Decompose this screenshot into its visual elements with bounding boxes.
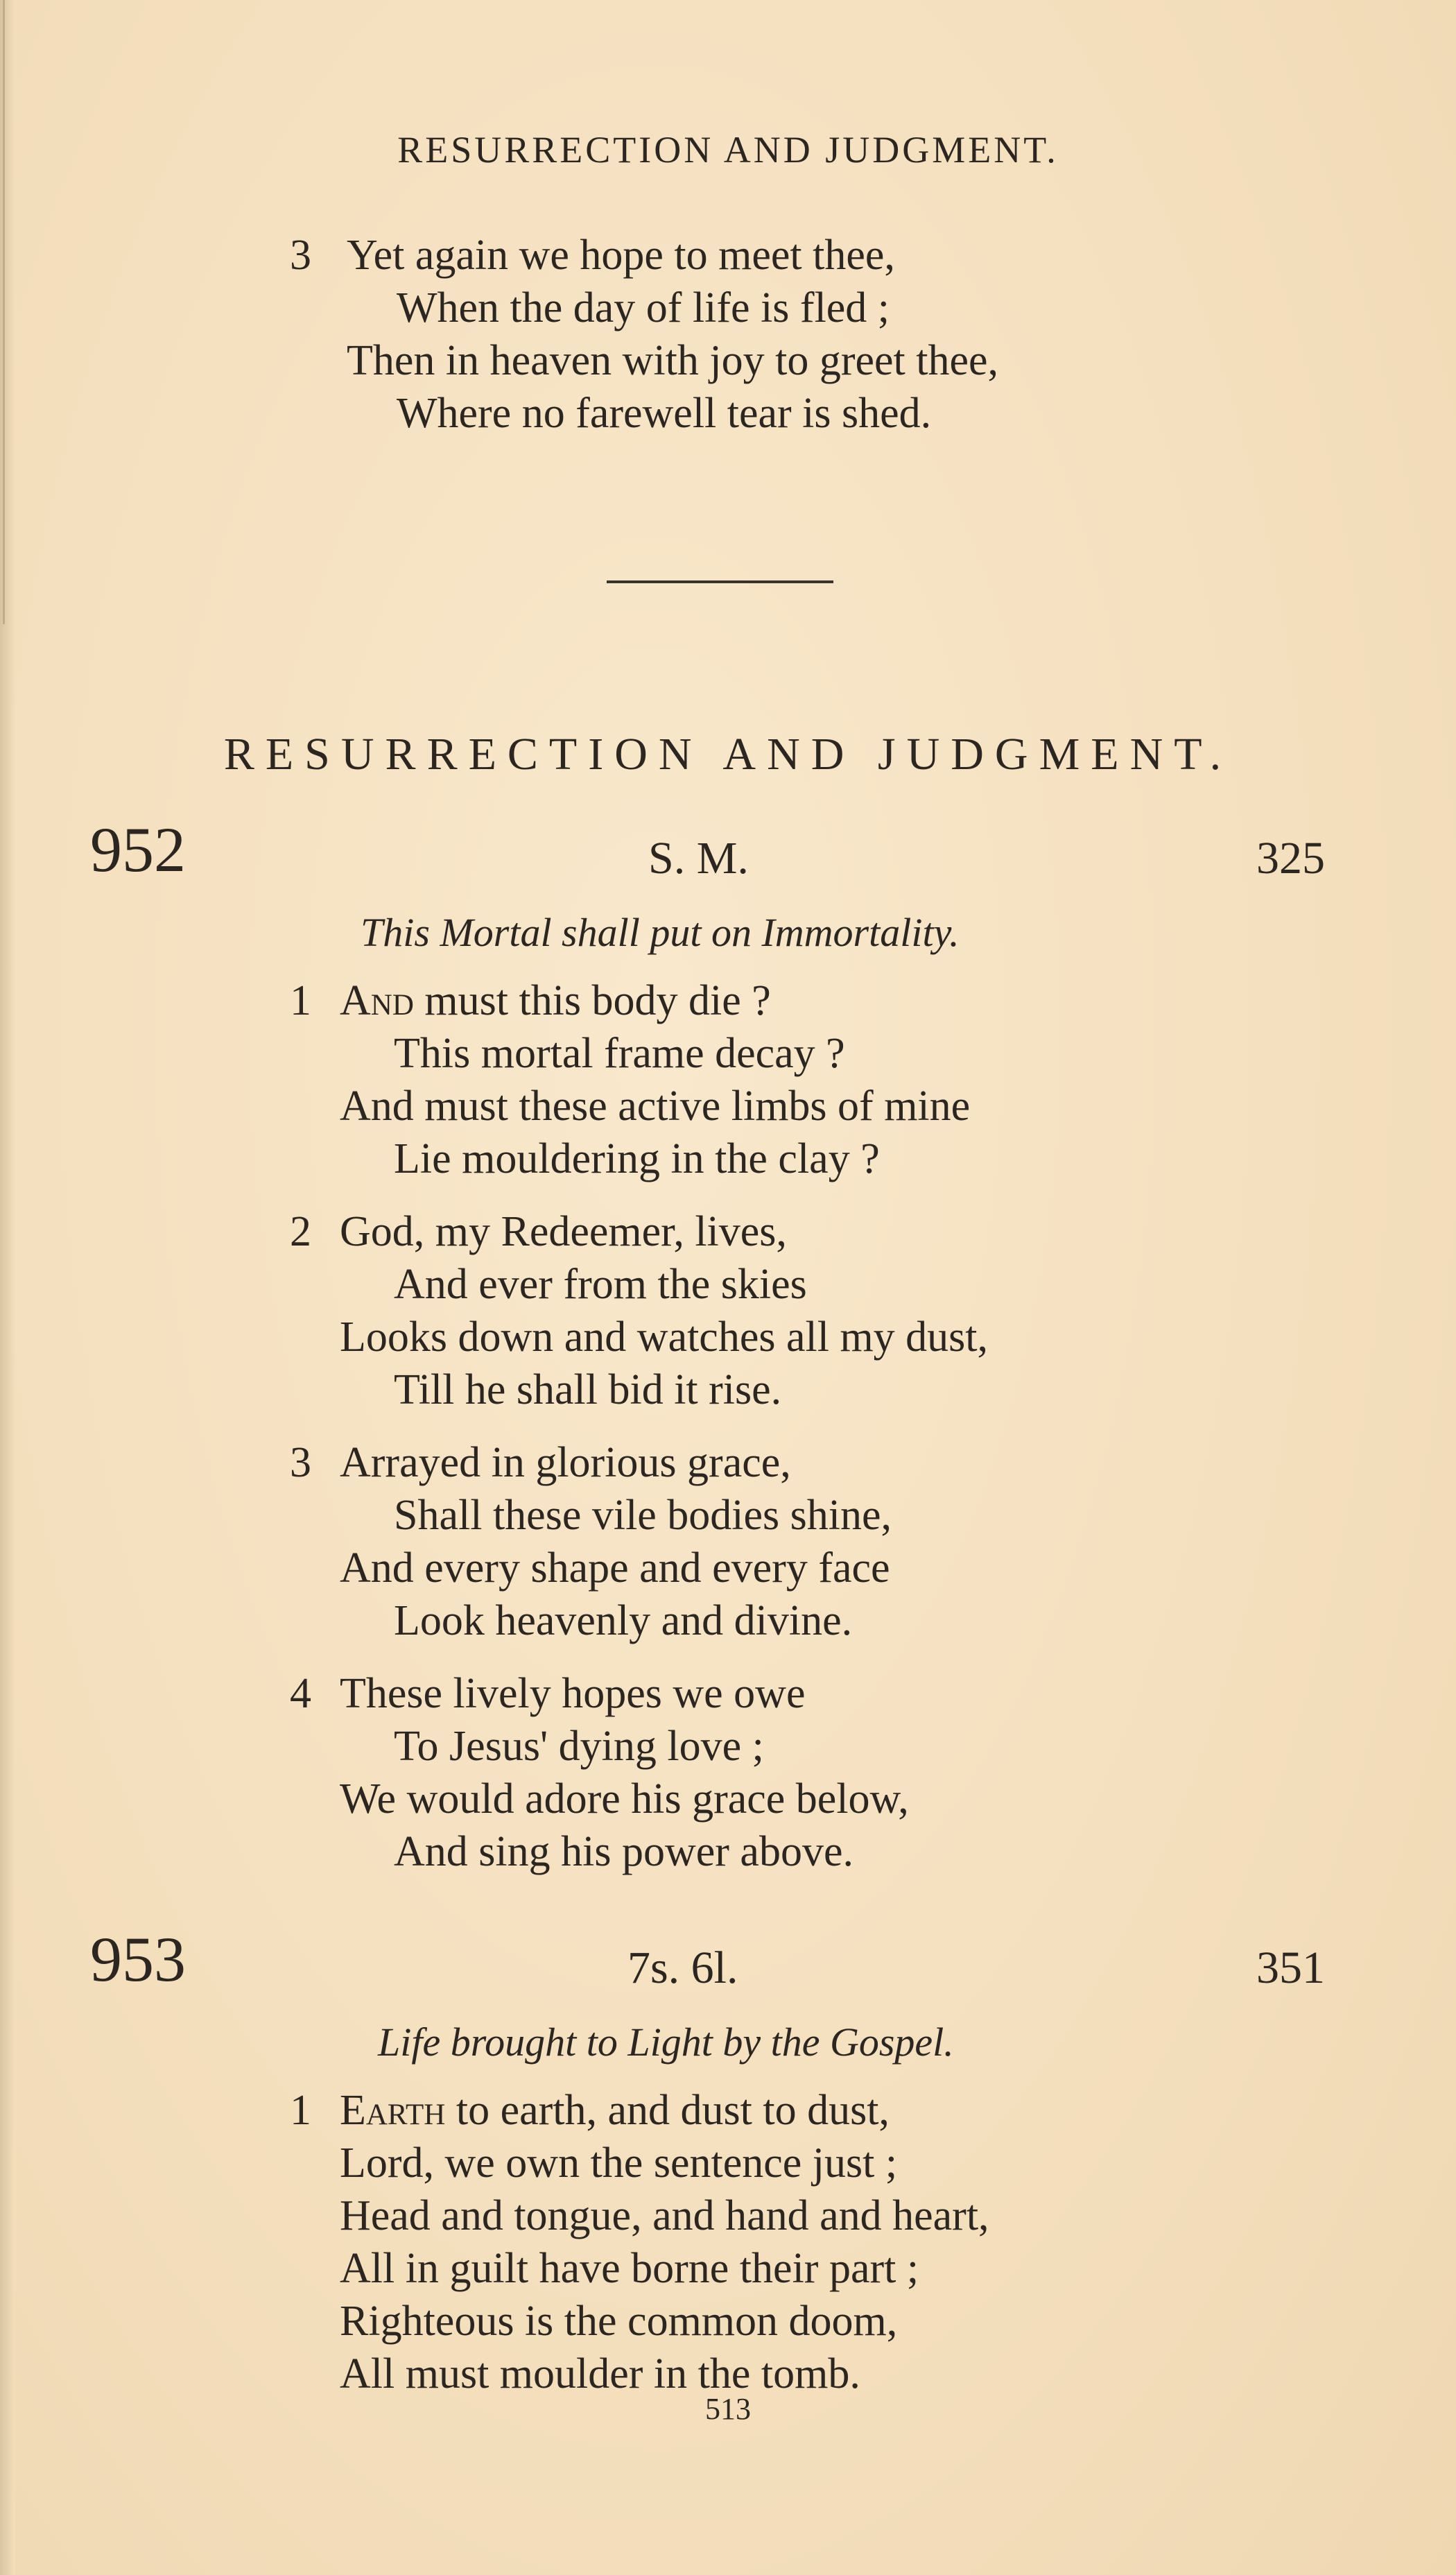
- section-divider: [607, 580, 833, 583]
- verse-line: God, my Redeemer, lives,: [340, 1208, 787, 1255]
- page-number: 513: [705, 2392, 751, 2426]
- hymn-meter: 7s. 6l.: [627, 1943, 738, 1993]
- running-head: RESURRECTION AND JUDGMENT.: [397, 129, 1059, 171]
- verse-line: All must moulder in the tomb.: [340, 2350, 860, 2397]
- verse-line: Till he shall bid it rise.: [394, 1366, 782, 1413]
- verse-first-word: And: [340, 977, 414, 1024]
- verse-first-word: Earth: [340, 2087, 446, 2134]
- verse-line: And sing his power above.: [394, 1828, 853, 1875]
- verse-line: And ever from the skies: [394, 1261, 807, 1308]
- verse-line: Head and tongue, and hand and heart,: [340, 2192, 989, 2239]
- verse-line: Arrayed in glorious grace,: [340, 1439, 791, 1486]
- section-title: RESURRECTION AND JUDGMENT.: [223, 729, 1233, 780]
- verse-number: 4: [290, 1670, 311, 1717]
- verse-line: And every shape and every face: [340, 1544, 890, 1592]
- verse-line: These lively hopes we owe: [340, 1670, 806, 1717]
- verse-line: Righteous is the common doom,: [340, 2298, 898, 2345]
- verse-line: Where no farewell tear is shed.: [397, 390, 932, 437]
- verse-line: Shall these vile bodies shine,: [394, 1492, 892, 1539]
- verse-line: Then in heaven with joy to greet thee,: [347, 337, 999, 384]
- verse-line: Lie mouldering in the clay ?: [394, 1135, 880, 1182]
- verse-number: 1: [290, 977, 311, 1024]
- verse-line: Yet again we hope to meet thee,: [347, 232, 895, 279]
- verse-line: To Jesus' dying love ;: [394, 1723, 764, 1770]
- verse-line: When the day of life is fled ;: [397, 284, 890, 331]
- verse-number: 2: [290, 1208, 311, 1255]
- verse-line: Look heavenly and divine.: [394, 1597, 853, 1644]
- hymn-subtitle: This Mortal shall put on Immortality.: [361, 910, 960, 955]
- verse-line: This mortal frame decay ?: [394, 1030, 845, 1077]
- hymn-subtitle: Life brought to Light by the Gospel.: [378, 2019, 954, 2065]
- tune-number: 325: [1256, 833, 1325, 884]
- verse-line: And must this body die ?: [340, 977, 771, 1024]
- hymn-number: 953: [90, 1924, 186, 1995]
- verse-number: 3: [290, 1439, 311, 1486]
- verse-line: All in guilt have borne their part ;: [340, 2245, 919, 2292]
- verse-line: And must these active limbs of mine: [340, 1083, 971, 1130]
- verse-line: Earth to earth, and dust to dust,: [340, 2087, 890, 2134]
- hymn-meter: S. M.: [648, 833, 749, 884]
- verse-line: Looks down and watches all my dust,: [340, 1314, 989, 1361]
- verse-number: 1: [290, 2087, 311, 2134]
- hymn-number: 952: [90, 814, 186, 885]
- page-edge: [0, 0, 15, 2575]
- tune-number: 351: [1256, 1943, 1325, 1993]
- verse-line: We would adore his grace below,: [340, 1775, 909, 1823]
- verse-number: 3: [290, 232, 311, 279]
- verse-line: Lord, we own the sentence just ;: [340, 2139, 898, 2187]
